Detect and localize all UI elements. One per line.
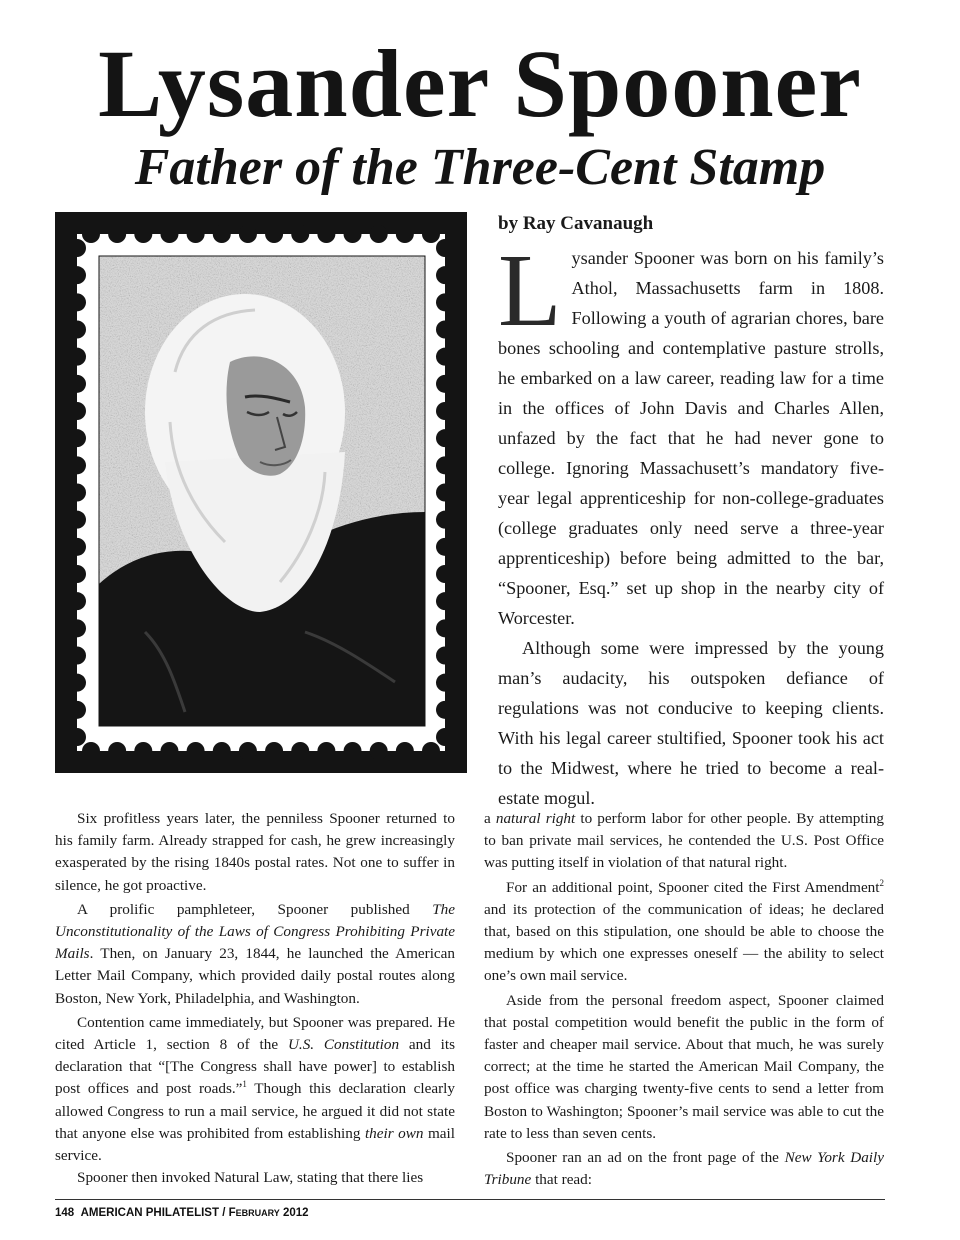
document-title: U.S. Constitution — [287, 1036, 400, 1054]
perforation-hole — [108, 742, 126, 760]
perforation-hole — [134, 742, 152, 760]
footnote-marker: 2 — [879, 877, 884, 888]
pamphlet-title: The Unconstitutionality of the Laws of Congress Prohibiting Private Mails — [55, 900, 455, 963]
intro-paragraph-1 — [498, 233, 884, 633]
body-paragraph — [484, 877, 884, 988]
perforation-hole — [68, 348, 86, 366]
article-subtitle: Father of the Three-Cent Stamp — [134, 139, 826, 196]
perforation-hole — [108, 225, 126, 243]
perforation-hole — [134, 225, 152, 243]
perforation-hole — [82, 225, 100, 243]
stamp-portrait-illustration — [55, 212, 467, 773]
text-run: . Then, on January 23, 1844, he launched the American Letter Mail Company, which provided daily postal routes along Boston, New York, Philadelphia, and Washington. — [55, 945, 455, 1007]
perforation-hole — [68, 484, 86, 502]
perforation-hole — [436, 701, 454, 719]
perforation-hole — [317, 742, 335, 760]
perforation-hole — [82, 742, 100, 760]
perforation-hole — [213, 225, 231, 243]
perforation-hole — [68, 375, 86, 393]
perforation-hole — [317, 225, 335, 243]
perforation-hole — [68, 647, 86, 665]
article-byline: by Ray Cavanaugh — [498, 213, 654, 234]
text-run: and its protection of the communication of ideas; he declared that, based on this stipulation, one should be able to choose the medium by which one expresses oneself — the ability to select one’s own mail service. — [484, 900, 884, 985]
intro-paragraph-2: Although some were impressed by the young man’s audacity, his outspoken defiance of regulations was not conducive to keeping clients. With his legal career stultified, Spooner took his act to the Midwest, where he tried to become a real-estate mogul. — [498, 638, 884, 808]
text-run: a — [484, 810, 496, 827]
perforation-hole — [344, 742, 362, 760]
perforation-hole — [265, 742, 283, 760]
perforation-hole — [68, 402, 86, 420]
perforation-hole — [68, 321, 86, 339]
perforation-hole — [68, 293, 86, 311]
perforation-hole — [436, 565, 454, 583]
perforation-hole — [265, 225, 283, 243]
perforation-hole — [436, 484, 454, 502]
stamp-portrait-svg — [55, 212, 467, 773]
perforation-hole — [68, 538, 86, 556]
footnote-marker: 1 — [242, 1079, 247, 1090]
text-run: mail service. — [55, 1124, 455, 1165]
perforation-hole — [436, 375, 454, 393]
emphasis: their own — [364, 1124, 424, 1142]
perforation-hole — [396, 225, 414, 243]
perforation-hole — [160, 742, 178, 760]
perforation-hole — [291, 225, 309, 243]
perforation-hole — [68, 456, 86, 474]
drop-cap: L — [498, 233, 562, 348]
perforation-hole — [436, 647, 454, 665]
perforation-hole — [68, 266, 86, 284]
page-number: 148 — [55, 1207, 75, 1219]
perforation-hole — [68, 701, 86, 719]
body-paragraph — [484, 808, 884, 875]
perforation-hole — [436, 266, 454, 284]
body-column-right — [484, 808, 884, 1191]
body-paragraph: Spooner then invoked Natural Law, stating that there lies — [77, 1169, 424, 1187]
perforation-hole — [436, 538, 454, 556]
footer-rule — [55, 1199, 885, 1200]
body-paragraph — [55, 1012, 455, 1167]
intro-paragraph-1-text: ysander Spooner was born on his family’s Athol, Massachusetts farm in 1808. Following a youth of agrarian chores, bare bones schooling and contemplative pasture strolls, he embarked on a law career, reading law for a time in the offices of John Davis and Charles Allen, unfazed by the fact that he had never gone to college. Ignoring Massachusett’s mandatory five-year legal apprenticeship for non-college-graduates (college graduates only need serve a three-year apprenticeship) before being admitted to the bar, “Spooner, Esq.” set up shop in the nearby city of Worcester. — [498, 248, 884, 628]
perforation-hole — [436, 456, 454, 474]
perforation-hole — [68, 239, 86, 257]
perforation-hole — [239, 225, 257, 243]
perforation-hole — [370, 225, 388, 243]
text-run: that read: — [531, 1171, 592, 1189]
perforation-hole — [436, 429, 454, 447]
perforation-hole — [160, 225, 178, 243]
perforation-hole — [68, 429, 86, 447]
perforation-hole — [68, 728, 86, 746]
perforation-hole — [436, 293, 454, 311]
issue-month-rest: EBRUARY — [235, 1208, 280, 1218]
body-paragraph: Aside from the personal freedom aspect, Spooner claimed that postal competition would benefit the public in the form of faster and cheaper mail service. About that much, he was surely correct; at the time he started the American Mail Company, the post office was charging twenty-five cents to send a letter from Boston to Washington; Spooner’s mail service was able to cut the rate to less than seven cents. — [484, 991, 884, 1142]
body-paragraph — [55, 899, 455, 1010]
text-run: A prolific pamphleteer, Spooner published — [77, 900, 433, 918]
perforation-hole — [436, 239, 454, 257]
perforation-hole — [68, 565, 86, 583]
perforation-hole — [422, 225, 440, 243]
publication-name: AMERICAN PHILATELIST — [80, 1207, 219, 1219]
page-footer — [55, 1205, 655, 1221]
perforation-hole — [436, 348, 454, 366]
article-title: Lysander Spooner — [98, 30, 862, 137]
perforation-hole — [436, 674, 454, 692]
newspaper-title: New York Daily Tribune — [484, 1149, 884, 1189]
perforation-hole — [436, 728, 454, 746]
body-paragraph: Six profitless years later, the penniless Spooner returned to his family farm. Already strapped for cash, he grew increasingly exasperated by the rising 1840s postal rates. Not one to suffer in silence, he got proactive. — [55, 810, 455, 894]
issue-month-initial: F — [228, 1207, 236, 1219]
text-run: to perform labor for other people. By attempting to ban private mail services, he contended the U.S. Post Office was putting itself in violation of that natural right. — [484, 810, 884, 872]
perforation-hole — [436, 592, 454, 610]
perforation-hole — [436, 402, 454, 420]
text-run: and its declaration that “[The Congress shall have power] to establish post offices and post roads.” — [55, 1036, 456, 1098]
perforation-hole — [68, 674, 86, 692]
perforation-hole — [436, 321, 454, 339]
perforation-hole — [422, 742, 440, 760]
perforation-hole — [370, 742, 388, 760]
perforation-hole — [68, 592, 86, 610]
body-column-left — [55, 808, 455, 1189]
perforation-hole — [187, 225, 205, 243]
text-run: Contention came immediately, but Spooner was prepared. He cited Article 1, section 8 of the — [55, 1013, 455, 1054]
perforation-hole — [239, 742, 257, 760]
intro-text — [498, 233, 884, 813]
perforation-hole — [436, 511, 454, 529]
perforation-hole — [291, 742, 309, 760]
text-run: Spooner ran an ad on the front page of the — [506, 1149, 785, 1167]
text-run: For an additional point, Spooner cited the First Amendment — [506, 878, 880, 896]
perforation-hole — [187, 742, 205, 760]
perforation-hole — [344, 225, 362, 243]
perforation-hole — [396, 742, 414, 760]
perforation-hole — [213, 742, 231, 760]
perforation-hole — [68, 619, 86, 637]
emphasis: natural right — [495, 810, 576, 827]
issue-year: 2012 — [279, 1207, 309, 1219]
perforation-hole — [436, 619, 454, 637]
text-run: Though this declaration clearly allowed Congress to run a mail service, he argued it did not state that anyone else was prohibited from establishing — [55, 1080, 455, 1142]
body-paragraph — [484, 1147, 884, 1191]
footer-separator: / — [219, 1207, 229, 1219]
perforation-hole — [68, 511, 86, 529]
